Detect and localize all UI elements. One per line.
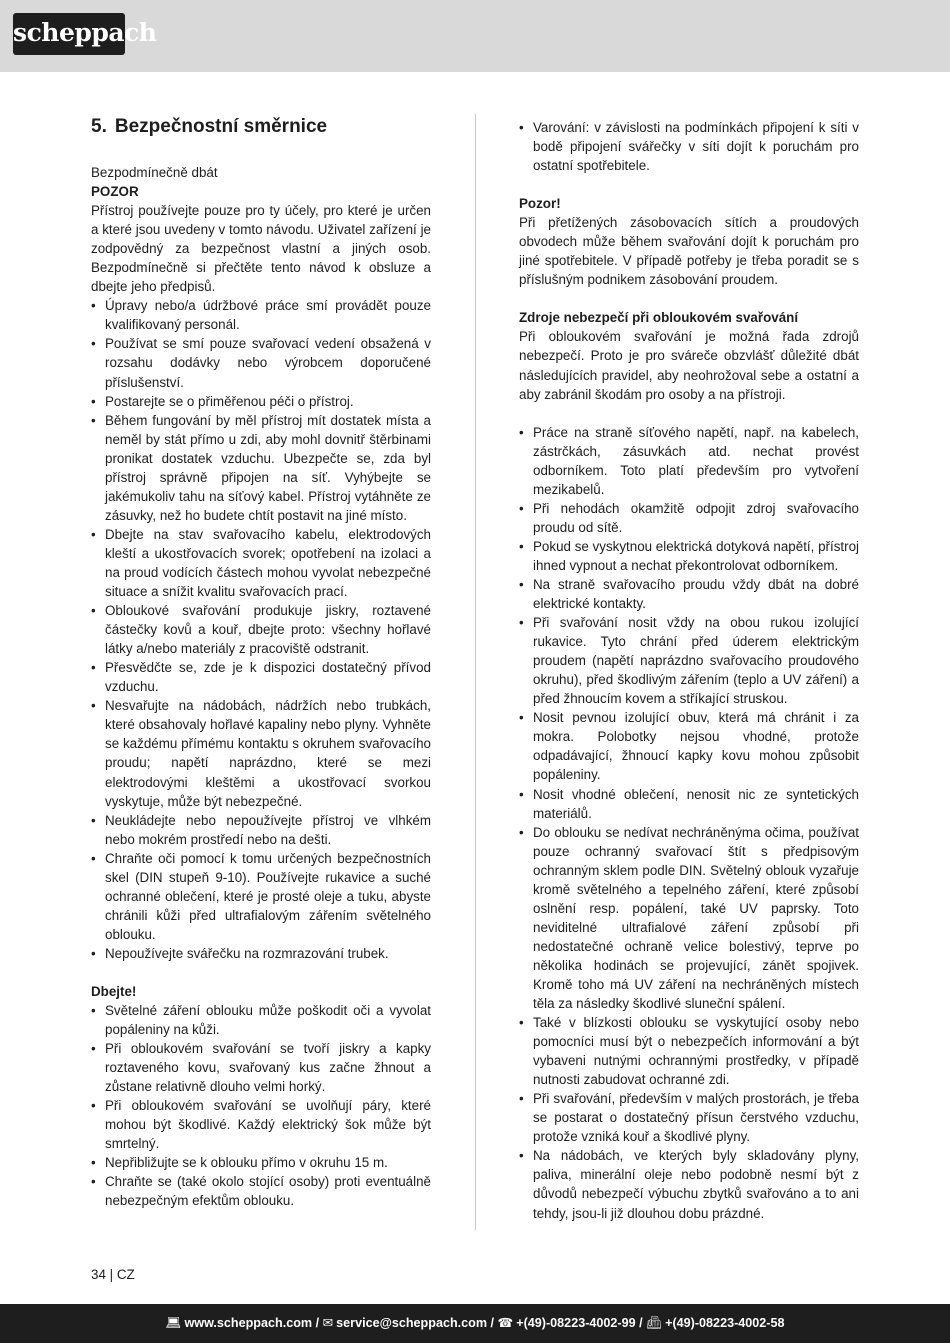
right-top-bullet-list [519,118,859,175]
pozor-label: POZOR [91,184,139,200]
list-item: • Nesvařujte na nádobách, nádržích nebo trubkách, které obsahovaly hořlavé kapaliny nebo plyny. Vyhněte se každému přímému kontaktu s okruhem svařovacího proudu; napětí naprázdno, které se mezi elektrodovými kleštěmi a ukostřovací svorkou vyskytuje, může být nebezpečné. [91,696,431,810]
language-code: CZ [116,1267,135,1282]
list-item: • Při nehodách okamžitě odpojit zdroj svařovacího proudu od sítě. [519,499,859,537]
zdroje-text: Při obloukovém svařování je možná řada zdrojů nebezpečí. Proto je pro sváreče obzvlášť důležité dbát následujících pravidel, aby neohrožoval sebe a ostatní a aby zabránil škodám pro osoby a na přístroji. [519,329,859,402]
header-bar [0,0,950,72]
pozor2-text: Při přetížených zásobovacích sítích a proudových obvodech může během svařování dojít k poruchám pro jiné spotřebitele. V případě potřeby je třeba poradit se s příslušným podnikem zásobování proudem. [519,215,859,288]
list-item: • Pokud se vyskytnou elektrická dotyková napětí, přístroj ihned vypnout a nechat překontrolovat odborníkem. [519,537,859,575]
pozor2-label: Pozor! [519,196,561,212]
list-item: • Chraňte se (také okolo stojící osoby) proti eventuálně nebezpečným efektům oblouku. [91,1172,431,1210]
mail-icon: ✉︎ [322,1316,334,1330]
computer-icon: 💻︎ [165,1316,182,1330]
left-bullet-list [91,296,431,963]
page-separator: | [109,1267,114,1282]
intro-text: Přístroj používejte pouze pro ty účely, pro které je určen a které jsou uvedeny v tomto návodu. Uživatel zařízení je zodpovědný za bezpečnost vlastní a jiných osob. Bezpodmínečně si přečtěte tento návod k obsluze a dbejte jeho předpisů. [91,203,431,295]
list-item: • Na nádobách, ve kterých byly skladovány plyny, paliva, minerální oleje nebo podobně nesmí být z důvodů nebezpečí výbuchu zbytků svařováno a to ani tehdy, jsou-li již dlouhou dobu prázdné. [519,1146,859,1222]
footer-email[interactable]: service@scheppach.com / [336,1316,495,1330]
footer-bar [0,1304,950,1343]
list-item: • Přesvědčte se, zde je k dispozici dostatečný přívod vzduchu. [91,658,431,696]
section-title [91,114,431,140]
intro-label: Bezpodmínečně dbát [91,165,218,180]
list-item: • Během fungování by měl přístroj mít dostatek místa a neměl by stát přímo u zdi, aby mohl dovnitř štěrbinami pronikat dostatek vzduchu. Ubezpečte se, zda byl přístroj správně připojen na síť. Vyhýbejte se jakémukoliv tahu na síťový kabel. Přístroj vytáhněte ze zásuvky, než ho budete chtít postavit na jiné místo. [91,411,431,525]
list-item: • Používat se smí pouze svařovací vedení obsažená v rozsahu dodávky nebo výrobcem doporučené příslušenství. [91,334,431,391]
list-item: • Dbejte na stav svařovacího kabelu, elektrodových kleští a ukostřovacích svorek; opotřebení na izolaci a na proud vodících částech mohou vyvolat nebezpečné situace a snížit kvalitu svařovacích prací. [91,525,431,601]
spacer [519,175,859,194]
list-item: • Obloukové svařování produkuje jiskry, roztavené částečky kovů a kouř, dbejte proto: všechny hořlavé látky a/nebo materiály z pracoviště odstranit. [91,601,431,658]
zdroje-heading: Zdroje nebezpečí při obloukovém svařování [519,310,799,326]
list-item: • Při svařování nosit vždy na obou rukou izolující rukavice. Tyto chrání před úderem elektrickým proudem (napětí naprázdno svařovacího proudového okruhu), před škodlivým zářením (teplo a UV záření) a před žhnoucím kovem a stříkající struskou. [519,613,859,708]
left-column [91,114,431,1211]
phone-icon: ☎︎ [497,1316,514,1330]
dbejte-bullet-list [91,1001,431,1211]
list-item: • Nepoužívejte svářečku na rozmrazování trubek. [91,944,431,963]
list-item: • Úpravy nebo/a údržbové práce smí provádět pouze kvalifikovaný personál. [91,296,431,334]
footer-phone: +(49)-08223-4002-99 / [516,1316,643,1330]
scheppach-logo: scheppach [13,13,125,55]
list-item: • Nosit vhodné oblečení, nenosit nic ze syntetických materiálů. [519,785,859,823]
list-item: • Také v blízkosti oblouku se vyskytující osoby nebo pomocníci musí být o nebezpečích informování a být vybaveni nutnými ochrannými prostředky, v případě nutnosti zabudovat ochranné zdi. [519,1013,859,1089]
page-number-value: 34 [91,1267,106,1282]
list-item: • Práce na straně síťového napětí, např. na kabelech, zástrčkách, zásuvkách atd. nechat provést odborníkem. Toto platí především pro vytvoření mezikabelů. [519,423,859,499]
list-item: • Do oblouku se nedívat nechráněnýma očima, používat pouze ochranný svařovací štít s předpisovým ochranným sklem podle DIN. Světelný oblouk vyzařuje kromě světelného a tepelného záření, které způsobí oslnění resp. popálení, také UV paprsky. Toto neviditelné ultrafialové záření způsobí při nedostatečné ochraně velice bolestivý, teprve po několika hodinách se projevující, zánět spojivek. Kromě toho má UV záření na nechráněných místech těla za následky škodlivé sluneční spálení. [519,823,859,1013]
list-item: • Světelné záření oblouku může poškodit oči a vyvolat popáleniny na kůži. [91,1001,431,1039]
list-item: • Varování: v závislosti na podmínkách připojení k síti v bodě připojení svářečky v síti dojít k poruchám pro ostatní spotřebitele. [519,118,859,175]
fax-icon: 📠︎ [646,1316,663,1330]
spacer [519,404,859,423]
page-number [91,1265,135,1284]
list-item: • Při obloukovém svařování se tvoří jiskry a kapky roztaveného kovu, svařovaný kus začne žhnout a zůstane relativně dlouho velmi horký. [91,1039,431,1096]
list-item: • Postarejte se o přiměřenou péči o přístroj. [91,392,431,411]
list-item: • Při obloukovém svařování se uvolňují páry, které mohou být škodlivé. Každý elektrický šok může být smrtelný. [91,1096,431,1153]
list-item: • Na straně svařovacího proudu vždy dbát na dobré elektrické kontakty. [519,575,859,613]
right-bullet-list [519,423,859,1223]
section-title-text: Bezpečnostní směrnice [114,116,328,137]
list-item: • Nepřibližujte se k oblouku přímo v okruhu 15 m. [91,1153,431,1172]
spacer [519,289,859,308]
spacer [91,963,431,982]
list-item: • Neukládejte nebo nepoužívejte přístroj ve vlhkém nebo mokrém prostředí nebo na dešti. [91,811,431,849]
right-column [519,118,859,1223]
list-item: • Při svařování, především v malých prostorách, je třeba se postarat o dostatečný přísun čerstvého vzduchu, protože vzniká kouř a škodlivé plyny. [519,1089,859,1146]
section-number: 5. [91,116,107,137]
column-divider [475,114,476,1230]
footer-fax: +(49)-08223-4002-58 [665,1316,785,1330]
dbejte-label: Dbejte! [91,983,137,999]
list-item: • Chraňte oči pomocí k tomu určených bezpečnostních skel (DIN stupeň 9-10). Používejte rukavice a suché ochranné oblečení, které je prosté oleje a tuku, abyste chránili kůži před ultrafialovým zářením světelného oblouku. [91,849,431,944]
list-item: • Nosit pevnou izolující obuv, která má chránit i za mokra. Polobotky nejsou vhodné, protože odpadávající, žhnoucí kapky kovu mohou způsobit popáleniny. [519,708,859,784]
footer-web[interactable]: www.scheppach.com / [184,1316,320,1330]
